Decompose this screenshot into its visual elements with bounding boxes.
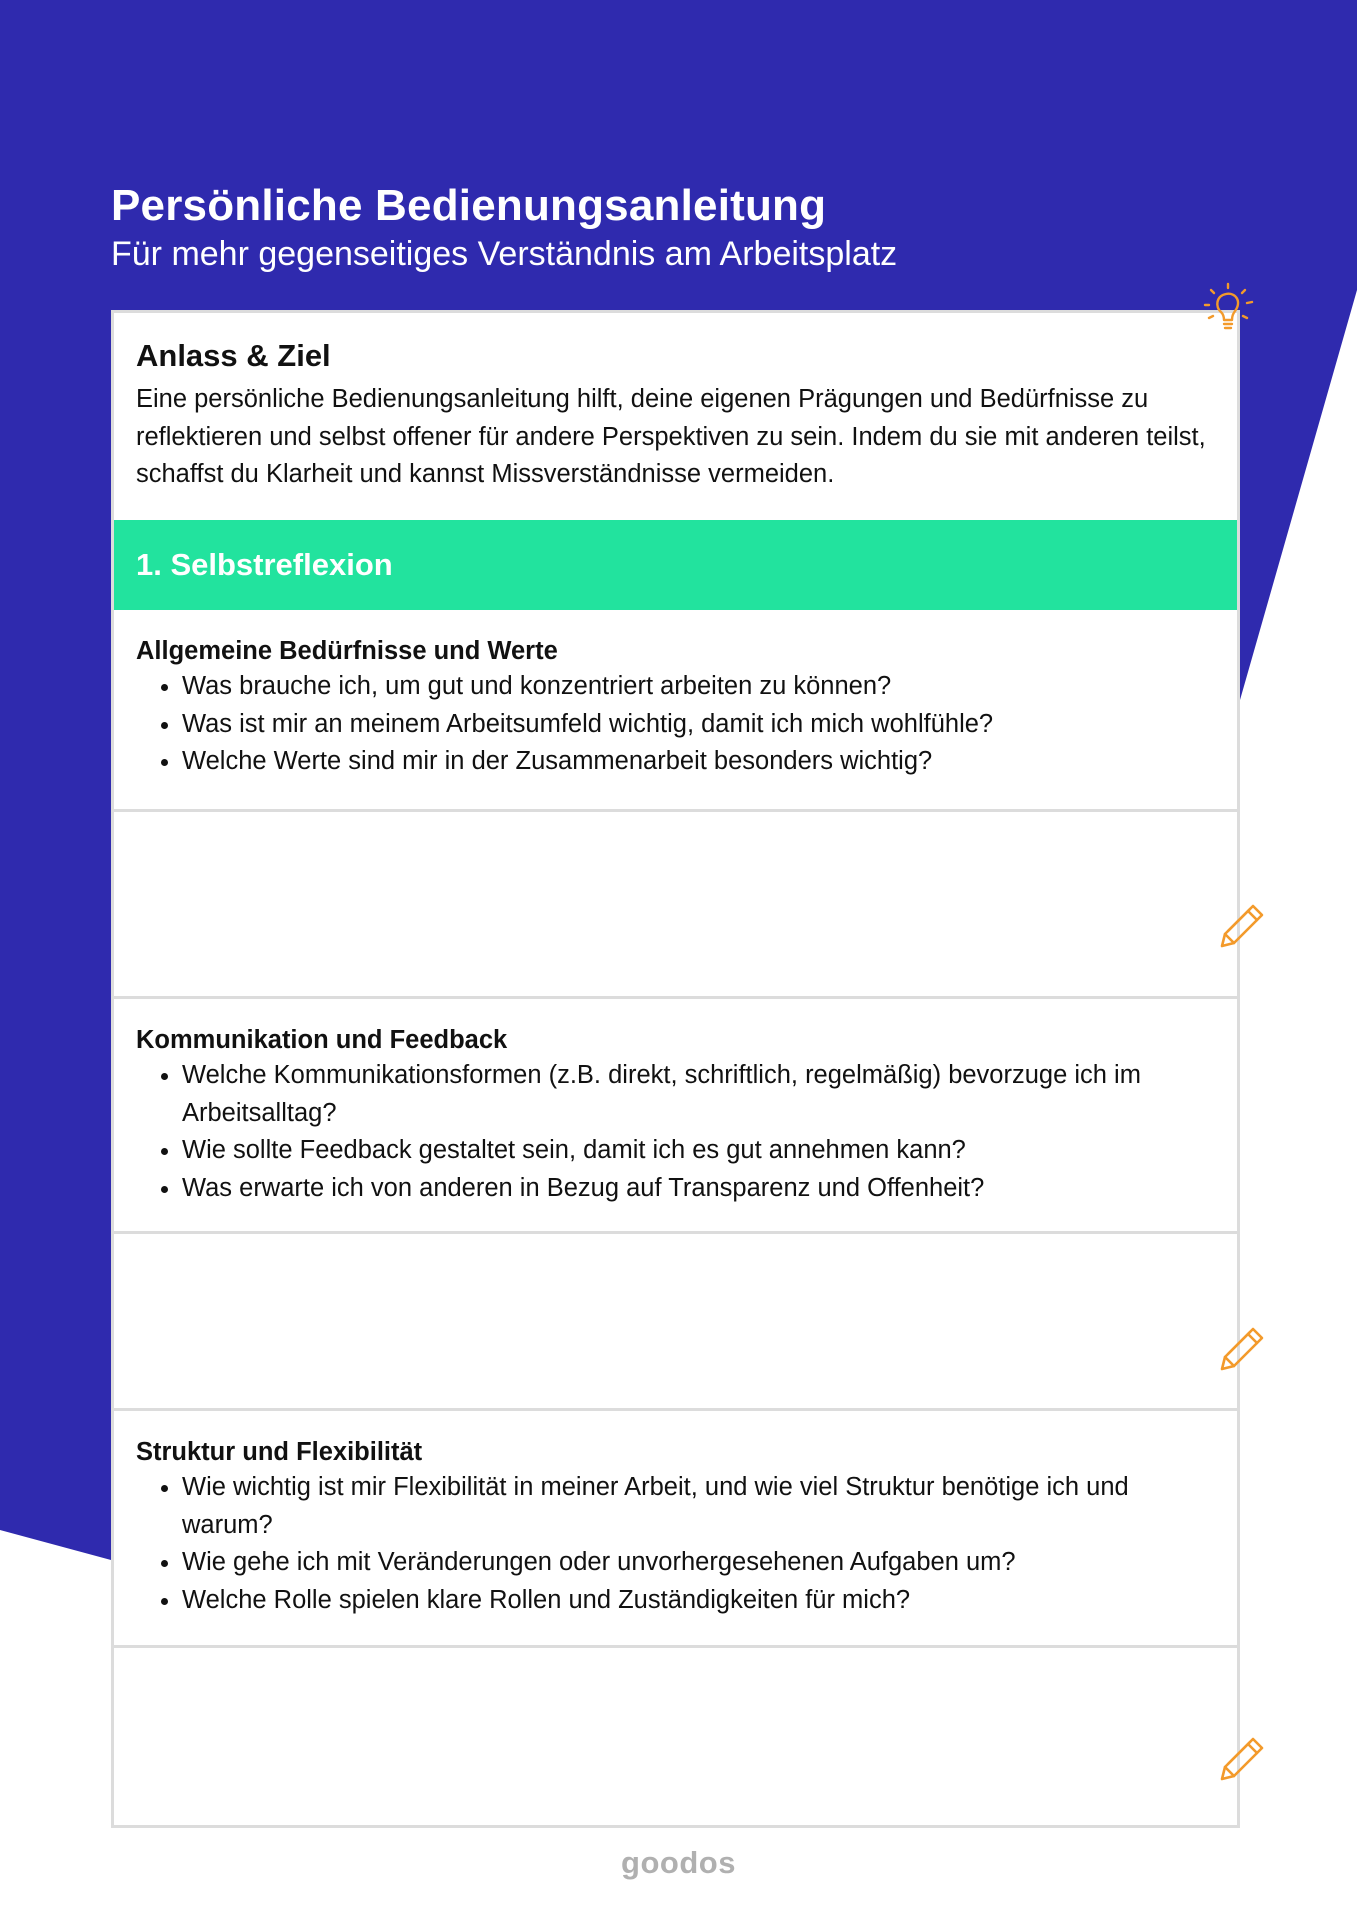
answer-field[interactable] <box>114 812 1237 996</box>
page-header <box>111 180 897 276</box>
pencil-icon <box>1216 1323 1268 1375</box>
question-item: • Was erwarte ich von anderen in Bezug auf Transparenz und Offenheit? <box>182 1170 1215 1208</box>
question-heading: Allgemeine Bedürfnisse und Werte <box>136 637 558 665</box>
question-item: • Was ist mir an meinem Arbeitsumfeld wichtig, damit ich mich wohlfühle? <box>182 706 1215 744</box>
section-title: 1. Selbstreflexion <box>136 547 393 582</box>
intro-text: Eine persönliche Bedienungsanleitung hilft, deine eigenen Prägungen und Bedürfnisse zu reflektieren und selbst offener für andere Perspektiven zu sein. Indem du sie mit anderen teilst, schaffst du Klarheit und kannst Missverständnisse vermeiden. <box>136 385 1206 488</box>
intro-section <box>114 313 1237 520</box>
question-item: • Welche Rolle spielen klare Rollen und Zuständigkeiten für mich? <box>182 1582 1215 1620</box>
question-item: • Welche Kommunikationsformen (z.B. direkt, schriftlich, regelmäßig) bevorzuge ich im Arbeitsalltag? <box>182 1057 1215 1132</box>
question-heading: Kommunikation und Feedback <box>136 1026 508 1054</box>
page-subtitle: Für mehr gegenseitiges Verständnis am Arbeitsplatz <box>111 235 898 273</box>
question-block <box>114 610 1237 809</box>
question-item: • Welche Werte sind mir in der Zusammenarbeit besonders wichtig? <box>182 743 1215 781</box>
question-item: • Wie gehe ich mit Veränderungen oder unvorhergesehenen Aufgaben um? <box>182 1544 1215 1582</box>
question-item: • Was brauche ich, um gut und konzentriert arbeiten zu können? <box>182 668 1215 706</box>
pencil-icon <box>1216 900 1268 952</box>
pencil-icon <box>1216 1733 1268 1785</box>
intro-heading: Anlass & Ziel <box>136 338 331 373</box>
worksheet-card <box>111 310 1240 1828</box>
question-list <box>136 1469 1215 1619</box>
page-title: Persönliche Bedienungsanleitung <box>111 181 827 230</box>
section-banner <box>114 520 1237 610</box>
answer-field[interactable] <box>114 1648 1237 1825</box>
footer-logo: goodos <box>621 1845 736 1880</box>
question-heading: Struktur und Flexibilität <box>136 1438 423 1466</box>
question-item: • Wie wichtig ist mir Flexibilität in meiner Arbeit, und wie viel Struktur benötige ich und warum? <box>182 1469 1215 1544</box>
question-block <box>114 999 1237 1231</box>
question-item: • Wie sollte Feedback gestaltet sein, damit ich es gut annehmen kann? <box>182 1132 1215 1170</box>
answer-field[interactable] <box>114 1234 1237 1408</box>
question-list <box>136 1057 1215 1207</box>
lightbulb-icon <box>1197 278 1261 342</box>
question-block <box>114 1411 1237 1645</box>
question-list <box>136 668 1215 781</box>
